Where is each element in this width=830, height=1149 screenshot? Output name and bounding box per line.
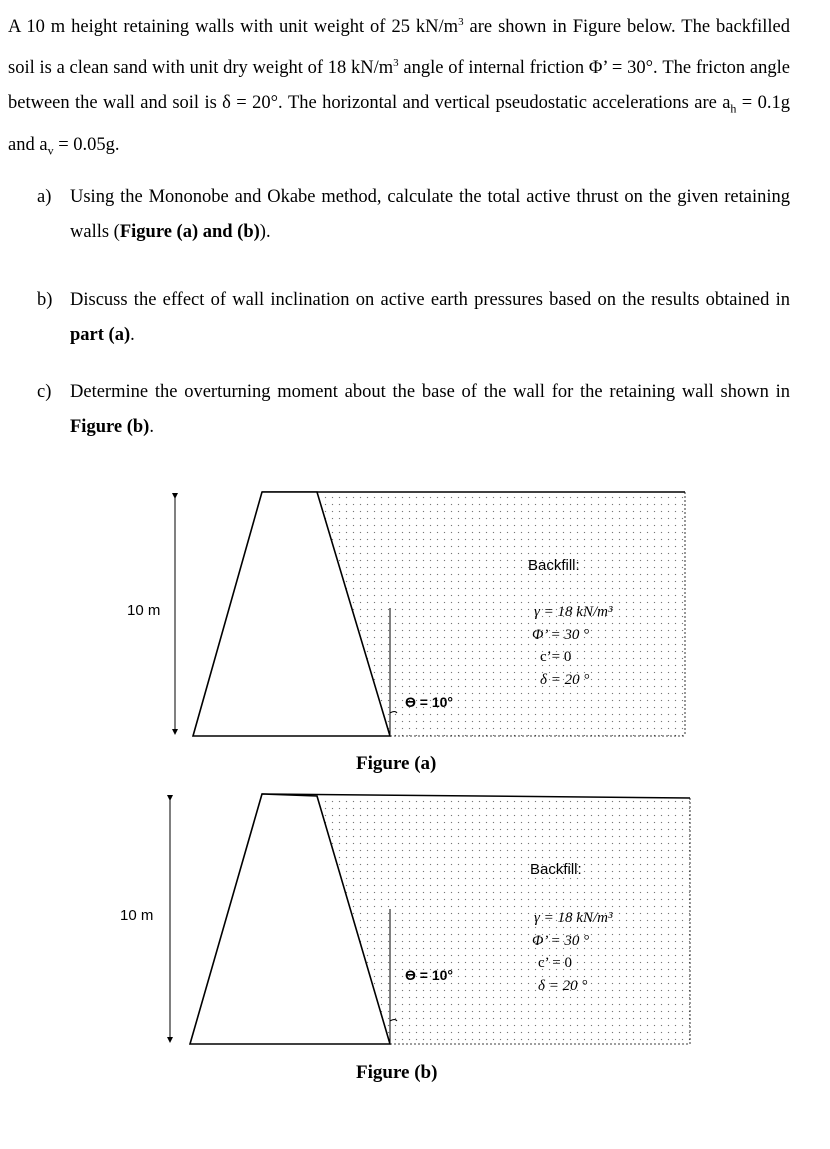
figure-b-caption: Figure (b) xyxy=(356,1062,438,1083)
backfill-cohesion: c’ = 0 xyxy=(538,955,572,971)
question-b-end: . xyxy=(130,325,135,345)
question-b-bold: part (a) xyxy=(70,325,131,345)
height-label: 10 m xyxy=(120,907,154,924)
backfill-delta: δ = 20 ° xyxy=(540,672,590,688)
backfill-title: Backfill: xyxy=(530,861,582,878)
question-c-label: c) xyxy=(37,382,52,402)
backfill-cohesion: c’= 0 xyxy=(540,649,572,665)
intro-sup-1: 3 xyxy=(458,16,464,28)
question-c-end: . xyxy=(149,417,154,437)
intro-sub-h: h xyxy=(730,102,737,116)
theta-label: ϴ = 10° xyxy=(405,967,454,983)
question-b xyxy=(37,283,790,353)
problem-statement xyxy=(8,5,790,169)
figure-a-caption: Figure (a) xyxy=(356,753,437,774)
intro-text-3: angle of internal friction Φ’ = 30°. The fricton angle between the wall and soil is δ = 20°. The horizontal and vertical pseudostatic accelerations are a xyxy=(8,57,790,114)
question-c-bold: Figure (b) xyxy=(70,417,150,437)
question-a-bold: Figure (a) and (b) xyxy=(119,222,260,242)
theta-label: ϴ = 10° xyxy=(405,694,454,710)
backfill-phi: Φ’ = 30 ° xyxy=(532,627,590,643)
figure-a-diagram xyxy=(0,480,830,750)
question-c-body: Determine the overturning moment about the base of the wall for the retaining wall shown in xyxy=(70,382,790,402)
question-a xyxy=(37,180,790,250)
question-b-text xyxy=(70,283,790,353)
intro-sub-v: v xyxy=(47,143,54,158)
question-a-body: Using the Mononobe and Okabe method, calculate the total active thrust on the given retaining walls ( xyxy=(70,187,790,242)
backfill-gamma: γ = 18 kN/m³ xyxy=(534,604,613,620)
question-c-text xyxy=(70,375,790,445)
backfill-phi: Φ’ = 30 ° xyxy=(532,933,590,949)
intro-text-1: A 10 m height retaining walls with unit weight of 25 kN/m xyxy=(8,17,459,38)
intro-text-5: = 0.05g. xyxy=(53,134,120,155)
question-b-body: Discuss the effect of wall inclination on active earth pressures based on the results obtained in xyxy=(70,290,790,310)
intro-sup-2: 3 xyxy=(393,56,399,69)
backfill-title: Backfill: xyxy=(528,557,580,574)
intro-text-2: are shown in Figure below. The backfilled soil is a clean sand with unit dry weight of 18 kN/m xyxy=(8,17,790,78)
question-a-end: ). xyxy=(259,222,271,242)
question-c xyxy=(37,375,790,445)
question-a-text xyxy=(70,180,790,250)
question-b-label: b) xyxy=(37,290,53,310)
question-a-label: a) xyxy=(37,187,52,207)
height-label: 10 m xyxy=(127,602,161,619)
intro-text-4: = 0.1g and a xyxy=(8,93,790,155)
backfill-gamma: γ = 18 kN/m³ xyxy=(534,910,613,926)
backfill-delta: δ = 20 ° xyxy=(538,978,588,994)
figure-b-diagram xyxy=(0,784,830,1054)
